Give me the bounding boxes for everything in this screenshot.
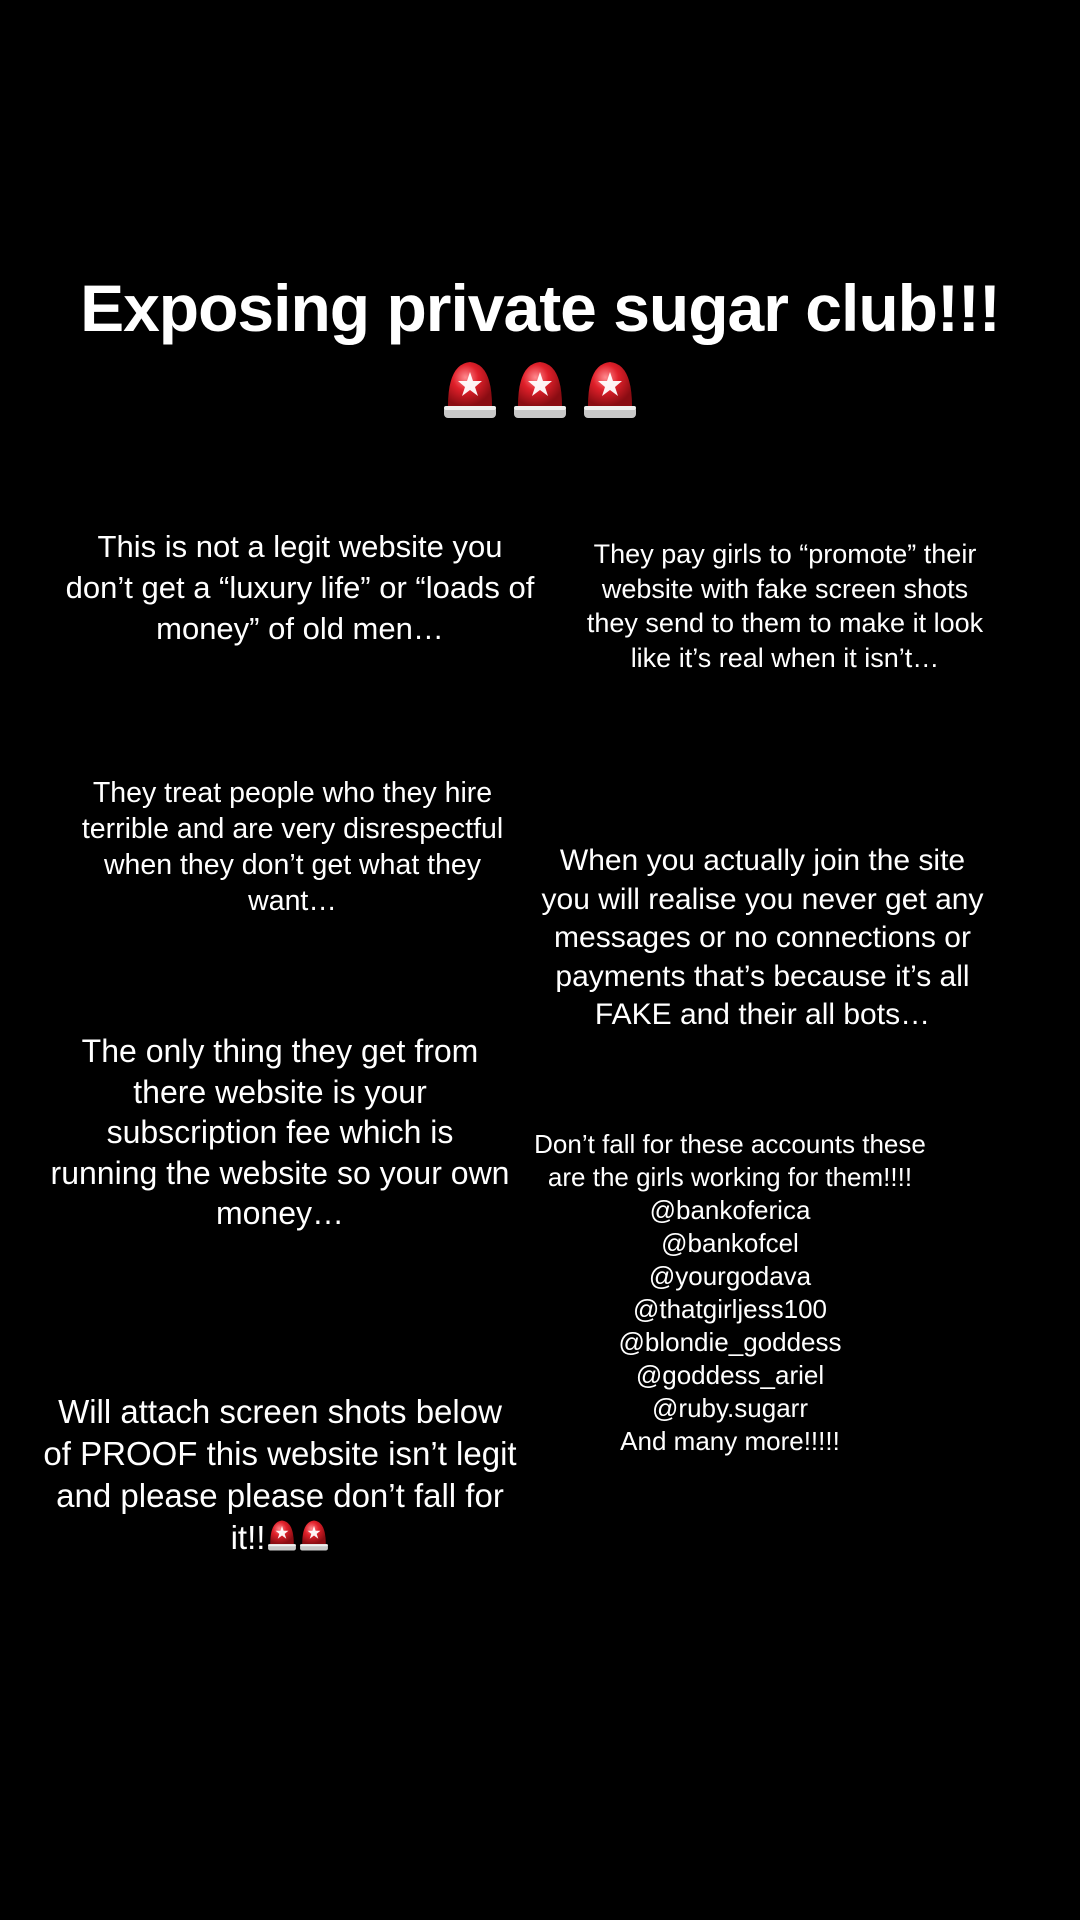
account-handle: @blondie_goddess <box>618 1327 842 1357</box>
page-title: Exposing private sugar club!!! <box>80 271 1000 345</box>
siren-icon <box>442 356 498 422</box>
warning-intro: Don’t fall for these accounts these are the girls working for them!!!! <box>534 1129 926 1192</box>
attach-proof-text: Will attach screen shots below of PROOF this website isn’t legit and please please don’t fall for it!! <box>43 1393 517 1556</box>
text-treat-people: They treat people who they hire terrible and are very disrespectful when they don’t get what they want… <box>81 777 504 917</box>
siren-icon <box>299 1517 329 1553</box>
many-more-text: And many more!!!!! <box>620 1426 840 1456</box>
account-handle: @bankoferica <box>649 1195 811 1225</box>
account-handle: @yourgodava <box>648 1261 812 1291</box>
text-not-legit: This is not a legit website you don’t get a “luxury life” or “loads of money” of old men… <box>65 529 535 646</box>
account-handle: @thatgirljess100 <box>632 1294 828 1324</box>
text-attach-proof <box>40 1391 520 1559</box>
siren-icon <box>582 356 638 422</box>
account-handle: @goddess_ariel <box>635 1360 825 1390</box>
siren-icon <box>512 356 568 422</box>
account-handle: @ruby.sugarr <box>652 1393 808 1423</box>
text-join-site: When you actually join the site you will realise you never get any messages or no connections or payments that’s because it’s all FAKE and their all bots… <box>541 844 984 1031</box>
text-only-thing: The only thing they get from there website is your subscription fee which is running the website so your own money… <box>50 1033 510 1231</box>
siren-icon <box>267 1517 297 1553</box>
account-handle: @bankofcel <box>661 1228 799 1258</box>
title-siren-icons <box>0 356 1080 422</box>
text-pay-girls: They pay girls to “promote” their website with fake screen shots they send to them to make it look like it’s real when it isn’t… <box>586 539 984 673</box>
accounts-warning-block <box>530 1128 930 1458</box>
